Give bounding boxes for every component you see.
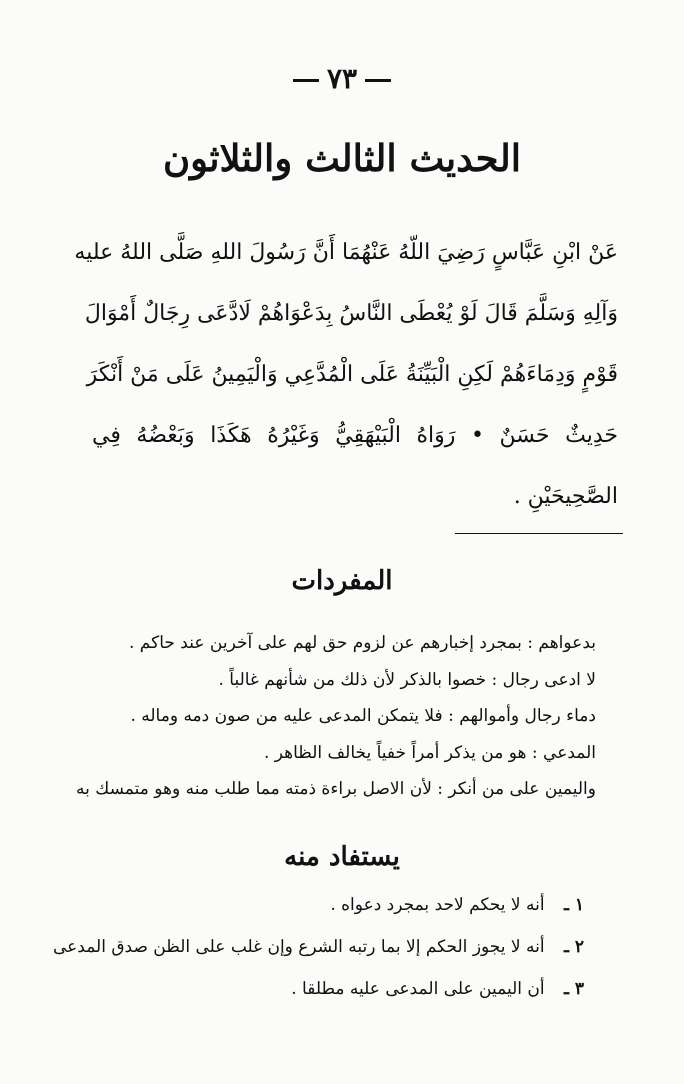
section-divider [455, 533, 623, 534]
benefit-item [84, 968, 584, 1010]
hadith-line: الصَّحِيحَيْنِ . [513, 484, 618, 509]
hadith-line: حَدِيثٌ حَسَنٌ • رَوَاهُ الْبَيْهَقِيُّ وَغَيْرُهُ هَكَذَا وَبَعْضُهُ فِي [92, 423, 618, 448]
page-number-dash-left [293, 79, 319, 82]
hadith-line: عَنْ ابْنِ عَبَّاسٍ رَضِيَ اللّهُ عَنْهُمَا أَنَّ رَسُولَ اللهِ صَلَّى اللهُ عليه [74, 240, 618, 265]
benefit-number: ٢ ـ [563, 937, 584, 957]
benefit-text: أنه لا يحكم لاحد بمجرد دعواه . [330, 895, 545, 915]
hadith-text [74, 222, 618, 527]
hadith-line: وَآلِهِ وَسَلَّمَ قَالَ لَوْ يُعْطَى النَّاسُ بِدَعْوَاهُمْ لَادَّعَى رِجَالٌ أَمْوَالَ [84, 301, 618, 326]
page-number-dash-right [365, 79, 391, 82]
benefit-item [84, 884, 584, 926]
benefit-number: ١ ـ [563, 895, 584, 915]
vocab-item: المدعي : هو من يذكر أمراً خفياً يخالف الظاهر . [263, 742, 596, 763]
benefit-text: أنه لا يجوز الحكم إلا بما رتبه الشرع وإن غلب على الظن صدق المدعى [52, 937, 545, 957]
benefits-list [52, 884, 584, 1010]
benefit-text: أن اليمين على المدعى عليه مطلقا . [291, 979, 545, 999]
benefits-heading: يستفاد منه [284, 842, 400, 872]
page-number-value: ٧٣ [326, 62, 358, 95]
vocab-heading: المفردات [291, 566, 393, 596]
hadith-line: قَوْمٍ وَدِمَاءَهُمْ لَكِنِ الْبَيِّنَةُ عَلَى الْمُدَّعِي وَالْيَمِينُ عَلَى مَنْ أَنْكَرَ [86, 362, 618, 387]
vocab-item: لا ادعى رجال : خصوا بالذكر لأن ذلك من شأنهم غالباً . [218, 669, 596, 690]
benefit-item [52, 926, 584, 968]
vocab-item: واليمين على من أنكر : لأن الاصل براءة ذمته مما طلب منه وهو متمسك به [76, 779, 596, 799]
page-number [0, 62, 684, 95]
vocab-item: دماء رجال وأموالهم : فلا يتمكن المدعى عليه من صون دمه وماله . [130, 706, 596, 726]
benefit-number: ٣ ـ [563, 979, 584, 999]
hadith-title: الحديث الثالث والثلاثون [162, 136, 522, 180]
vocab-item: بدعواهم : بمجرد إخبارهم عن لزوم حق لهم على آخرين عند حاكم . [129, 633, 596, 653]
vocab-list [76, 625, 596, 808]
